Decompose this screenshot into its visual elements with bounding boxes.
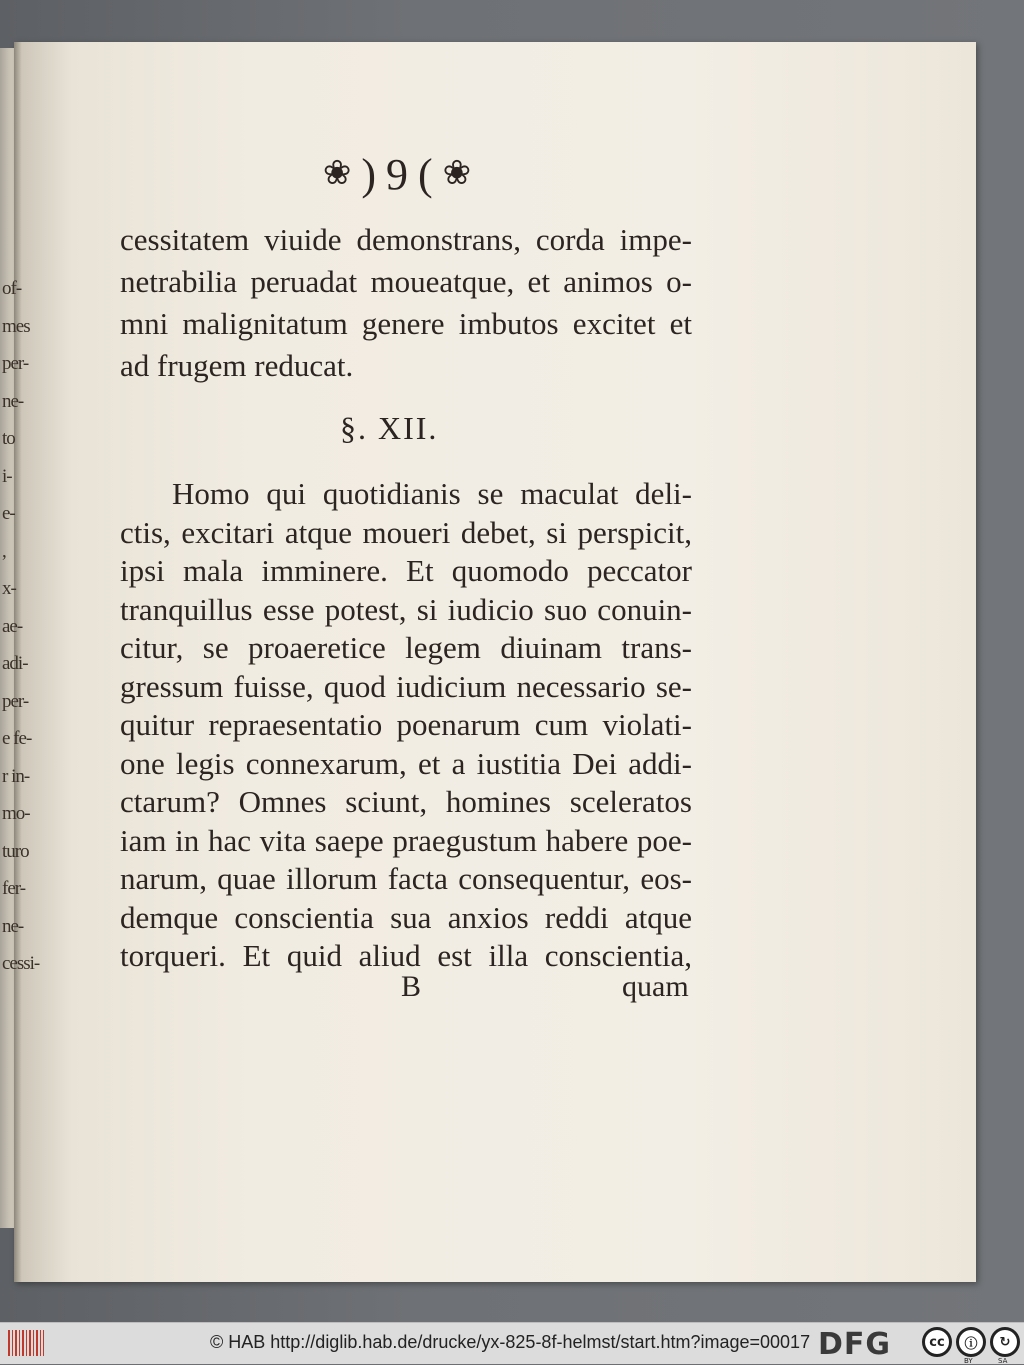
- left-page-fragment: to: [2, 428, 15, 449]
- left-page-fragment: x-: [2, 578, 16, 599]
- text-line: tranquillus esse potest, si iudicio suo conuin-: [120, 591, 692, 627]
- left-page-fragment: of-: [2, 278, 22, 299]
- text-line: Homo qui quotidianis se maculat deli-: [172, 476, 692, 511]
- signature-mark: B: [401, 970, 422, 1003]
- left-page-fragment: e-: [2, 503, 15, 524]
- footer-credit-link[interactable]: © HAB http://diglib.hab.de/drucke/yx-825-8f-helmst/start.htm?image=00017: [210, 1332, 811, 1352]
- license-badge-label: SA: [998, 1357, 1008, 1365]
- text-line: torqueri. Et quid aliud est illa conscientia,: [120, 938, 692, 973]
- left-page-fragment: fer-: [2, 878, 26, 899]
- by-icon[interactable]: ⓘ: [956, 1327, 986, 1357]
- left-page-fragment: ne-: [2, 915, 24, 937]
- left-page-fragment: adi-: [2, 653, 28, 674]
- left-page-fragment: turo: [2, 840, 29, 862]
- dfg-logo: DFG: [818, 1327, 892, 1362]
- text-line: citur, se proaeretice legem diuinam trans-: [120, 630, 692, 665]
- running-header: [272, 150, 522, 198]
- text-line: mni malignitatum genere imbutos excitet et: [120, 306, 692, 341]
- text-line: one legis connexarum, et a iustitia Dei addi-: [120, 745, 692, 781]
- hab-barcode-icon: [8, 1330, 44, 1356]
- left-page-fragment: ae-: [2, 615, 23, 637]
- left-page-fragment: e fe-: [2, 728, 32, 749]
- left-page-fragment: r in-: [2, 765, 30, 787]
- cc-icon[interactable]: cc: [922, 1327, 952, 1357]
- text-line: ipsi mala imminere. Et quomodo peccator: [120, 553, 692, 588]
- left-page-fragment: cessi-: [2, 953, 40, 974]
- left-page-fragment: per-: [2, 353, 29, 374]
- left-page-fragment: mo-: [2, 803, 30, 824]
- sa-icon[interactable]: ↻: [990, 1327, 1020, 1357]
- left-page-fragment: i-: [2, 465, 12, 487]
- text-line: cessitatem viuide demonstrans, corda impe-: [120, 222, 692, 257]
- catchword: quam: [622, 970, 689, 1003]
- text-line: gressum fuisse, quod iudicium necessario se-: [120, 668, 692, 704]
- left-page-fragment: ne-: [2, 390, 24, 412]
- footer-bar: [0, 1322, 1024, 1364]
- page-number: 9: [386, 149, 408, 199]
- text-line: quitur repraesentatio poenarum cum violati-: [120, 707, 692, 742]
- text-line: ctis, excitari atque moueri debet, si perspicit,: [120, 514, 692, 550]
- header-paren-right: (: [418, 149, 433, 199]
- left-page-fragment: mes: [2, 315, 30, 337]
- header-paren-left: ): [361, 149, 376, 199]
- ornament-right-icon: ❀: [442, 155, 472, 192]
- text-line: netrabilia peruadat moueatque, et animos o-: [120, 264, 692, 299]
- text-line: demque conscientia sua anxios reddi atque: [120, 899, 692, 935]
- text-line: ctarum? Omnes sciunt, homines sceleratos: [120, 784, 692, 819]
- left-page-fragment: ,: [2, 540, 6, 562]
- ornament-left-icon: ❀: [322, 155, 352, 192]
- left-page-fragment: per-: [2, 690, 29, 712]
- license-badge-label: BY: [964, 1357, 973, 1365]
- text-line: iam in hac vita saepe praegustum habere poe-: [120, 822, 692, 858]
- section-heading: §. XII.: [340, 410, 439, 446]
- text-line: ad frugem reducat.: [120, 348, 354, 383]
- text-line: narum, quae illorum facta consequentur, eos-: [120, 861, 692, 896]
